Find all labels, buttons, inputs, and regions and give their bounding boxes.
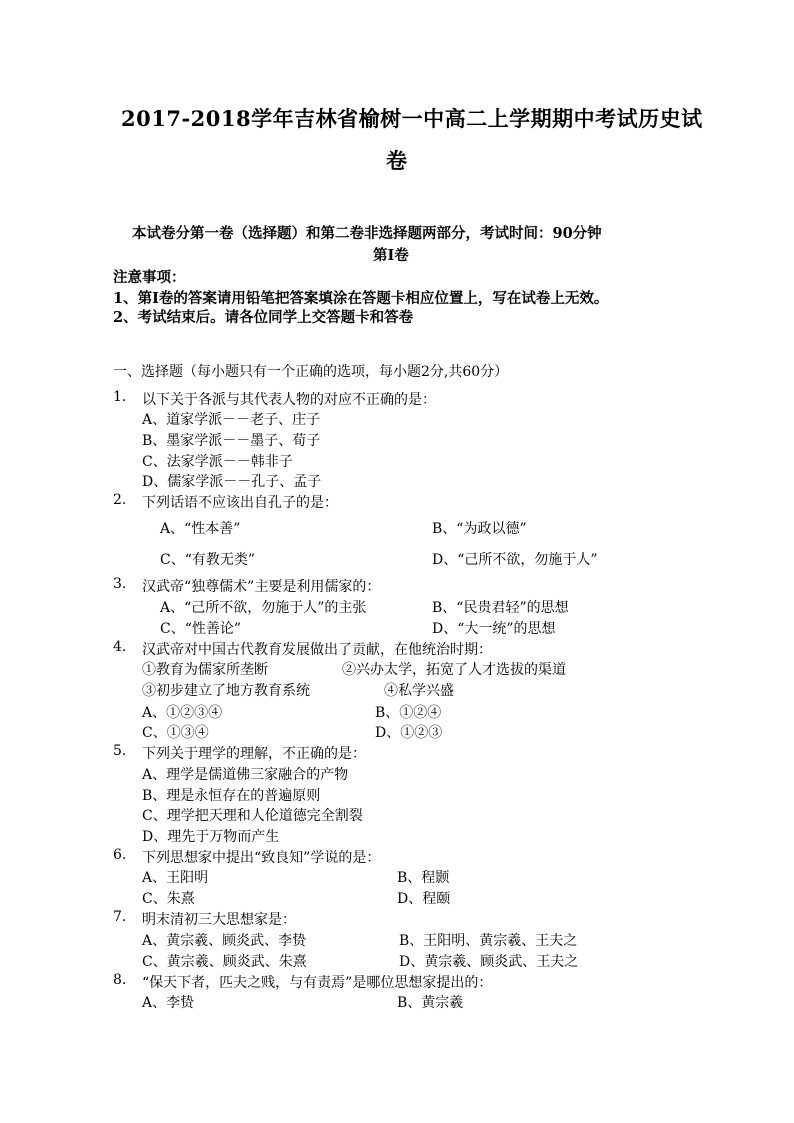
question-stem: 汉武帝对中国古代教育发展做出了贡献，在他统治时期： xyxy=(142,642,492,658)
option-d: D、“大一统”的思想 xyxy=(432,621,556,637)
statement-1: ①教育为儒家所垄断 xyxy=(142,662,268,678)
option-a: A、黄宗羲、顾炎武、李贽 xyxy=(142,933,307,949)
question-stem: 下列关于理学的理解，不正确的是： xyxy=(142,746,366,762)
notice-item-2: 2、考试结束后。请各位同学上交答题卡和答卷 xyxy=(113,309,414,326)
option-d: D、黄宗羲、顾炎武、王夫之 xyxy=(399,954,579,970)
section-heading: 一、选择题（每小题只有一个正确的选项，每小题2分,共60分） xyxy=(113,364,509,380)
question-stem: 汉武帝“独尊儒术”主要是利用儒家的： xyxy=(142,579,381,595)
option-b: B、王阳明、黄宗羲、王夫之 xyxy=(399,933,578,949)
option-c: C、“有教无类” xyxy=(160,552,256,568)
statement-4: ④私学兴盛 xyxy=(384,683,454,699)
option-c: C、“性善论” xyxy=(160,621,242,637)
option-d: D、“己所不欲，勿施于人” xyxy=(432,552,598,568)
option-d: D、①②③ xyxy=(375,725,443,741)
option-a: A、王阳明 xyxy=(142,870,209,886)
question-stem: 下列话语不应该出自孔子的是： xyxy=(142,495,338,511)
option-c: C、①③④ xyxy=(142,725,209,741)
option-a: A、理学是儒道佛三家融合的产物 xyxy=(142,767,349,783)
exam-title-line2: 卷 xyxy=(386,148,408,173)
question-number: 3. xyxy=(113,576,127,592)
option-a: A、道家学派－－老子、庄子 xyxy=(142,412,321,428)
option-c: C、法家学派－－韩非子 xyxy=(142,454,293,470)
option-d: D、理先于万物而产生 xyxy=(142,829,280,845)
option-a: A、“己所不欲，勿施于人”的主张 xyxy=(160,600,367,616)
option-b: B、程颢 xyxy=(397,870,450,886)
question-number: 6. xyxy=(113,847,127,863)
option-a: A、“性本善” xyxy=(160,521,241,537)
question-number: 5. xyxy=(113,743,127,759)
option-c: C、朱熹 xyxy=(142,891,195,907)
option-d: D、儒家学派－－孔子、孟子 xyxy=(142,474,322,490)
option-c: C、黄宗羲、顾炎武、朱熹 xyxy=(142,954,307,970)
question-stem: 下列思想家中提出“致良知”学说的是： xyxy=(142,850,381,866)
option-b: B、黄宗羲 xyxy=(397,995,464,1011)
question-number: 8. xyxy=(113,972,127,988)
notice-heading: 注意事项： xyxy=(113,269,186,286)
option-c: C、理学把天理和人伦道德完全割裂 xyxy=(142,808,363,824)
option-b: B、①②④ xyxy=(375,705,442,721)
volume-heading: 第Ⅰ卷 xyxy=(373,247,409,264)
question-number: 1. xyxy=(113,389,127,405)
question-stem: “保天下者，匹夫之贱，与有责焉”是哪位思想家提出的： xyxy=(142,975,493,991)
question-number: 4. xyxy=(113,639,127,655)
exam-intro: 本试卷分第一卷（选择题）和第二卷非选择题两部分，考试时间：90分钟 xyxy=(132,225,602,242)
option-b: B、理是永恒存在的普遍原则 xyxy=(142,788,321,804)
question-number: 7. xyxy=(113,909,127,925)
option-a: A、李贽 xyxy=(142,995,195,1011)
exam-title-line1: 2017-2018学年吉林省榆树一中高二上学期期中考试历史试 xyxy=(121,106,703,131)
question-stem: 以下关于各派与其代表人物的对应不正确的是： xyxy=(142,392,436,408)
option-b: B、“为政以德” xyxy=(432,521,527,537)
question-number: 2. xyxy=(113,492,127,508)
statement-2: ②兴办太学，拓宽了人才选拔的渠道 xyxy=(342,662,566,678)
statement-3: ③初步建立了地方教育系统 xyxy=(142,683,310,699)
option-b: B、“民贵君轻”的思想 xyxy=(432,600,569,616)
option-a: A、①②③④ xyxy=(142,705,223,721)
option-b: B、墨家学派－－墨子、荀子 xyxy=(142,433,321,449)
question-stem: 明末清初三大思想家是： xyxy=(142,912,296,928)
option-d: D、程颐 xyxy=(397,891,451,907)
notice-item-1: 1、第Ⅰ卷的答案请用铅笔把答案填涂在答题卡相应位置上，写在试卷上无效。 xyxy=(113,290,609,307)
